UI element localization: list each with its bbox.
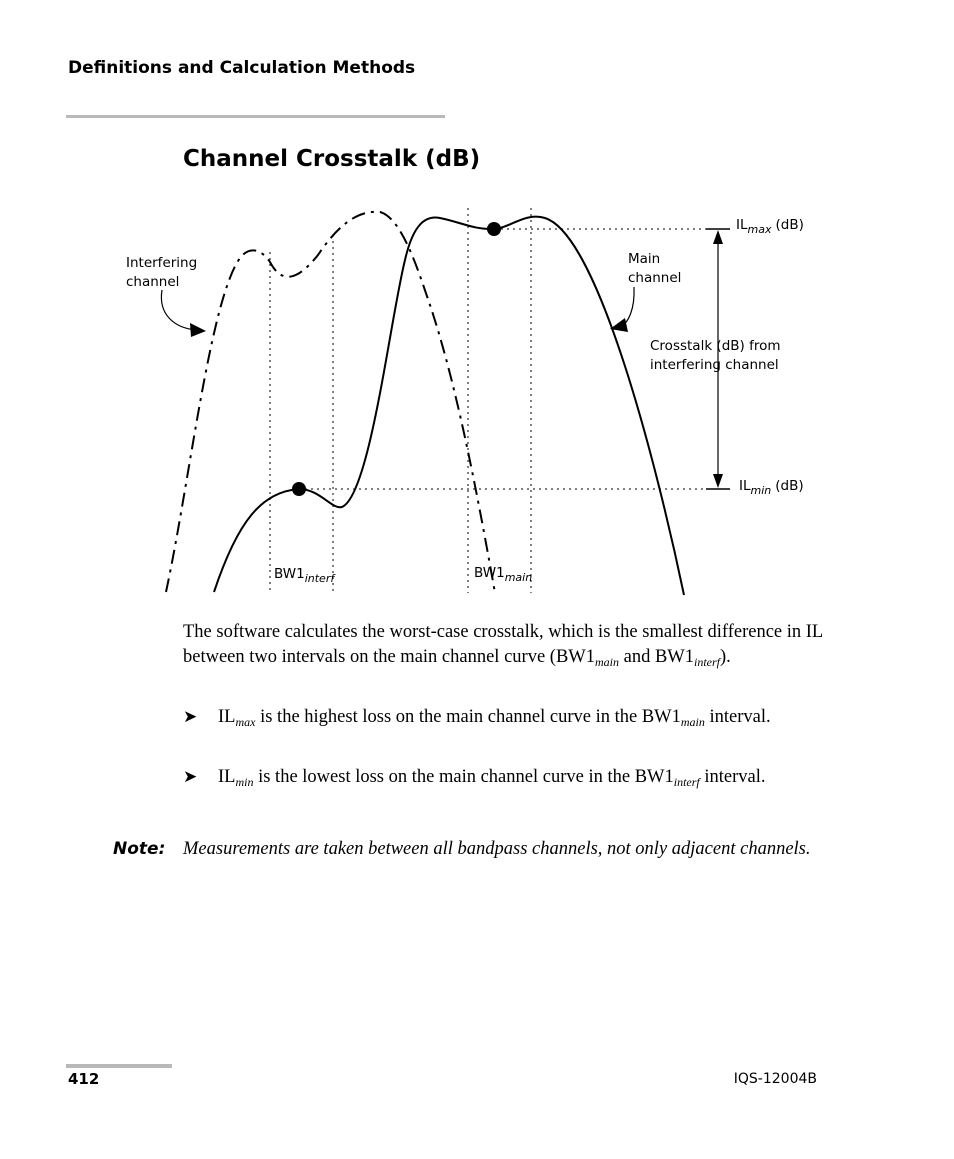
interfering-label-line2: channel (126, 274, 180, 290)
interfering-channel-curve (166, 212, 495, 593)
header-rule (66, 115, 445, 118)
running-header: Definitions and Calculation Methods (68, 58, 416, 78)
main-label-line1: Main (628, 251, 661, 267)
bw1-main-label: $BW1_{main}$ (474, 565, 533, 584)
note-label: Note: (113, 839, 166, 859)
bullet-il-min: ➤ $IL_{min}$ is the lowest loss on the main channel curve in the $BW1_{interf}$ interval. (183, 767, 766, 789)
bw1-interf-label: $BW1_{interf}$ (274, 566, 335, 585)
crosstalk-label-line2: interfering channel (650, 357, 779, 373)
page-number: 412 (68, 1070, 100, 1088)
crosstalk-label-line1: Crosstalk (dB) from (650, 338, 781, 354)
interfering-label-line1: Interfering (126, 255, 198, 271)
il-max-point (487, 222, 501, 236)
crosstalk-arrow-bottom (713, 474, 723, 488)
bullet-arrow-icon: ➤ (183, 707, 198, 727)
interfering-callout-arrowhead (190, 323, 206, 337)
note-text: Measurements are taken between all bandpass channels, not only adjacent channels. (183, 839, 811, 859)
body-paragraph: The software calculates the worst-case crosstalk, which is the smallest difference in IL between two intervals on the main channel curve ($BW1_{main}$ and $BW1_{interf}$). (183, 622, 823, 669)
footer-rule (66, 1064, 172, 1068)
main-label-line2: channel (628, 270, 682, 286)
il-min-label: $IL_{min}$ (dB) (739, 478, 804, 497)
section-title: Channel Crosstalk (dB) (183, 146, 481, 172)
crosstalk-arrow-top (713, 230, 723, 244)
main-channel-curve (214, 217, 684, 595)
bullet-arrow-icon: ➤ (183, 767, 198, 787)
il-min-point (292, 482, 306, 496)
bullet-il-max: ➤ $IL_{max}$ is the highest loss on the main channel curve in the $BW1_{main}$ interval. (183, 707, 771, 729)
note-block (113, 837, 833, 862)
document-id: IQS-12004B (733, 1071, 817, 1087)
crosstalk-diagram (100, 195, 860, 605)
il-max-label: $IL_{max}$ (dB) (736, 217, 804, 236)
